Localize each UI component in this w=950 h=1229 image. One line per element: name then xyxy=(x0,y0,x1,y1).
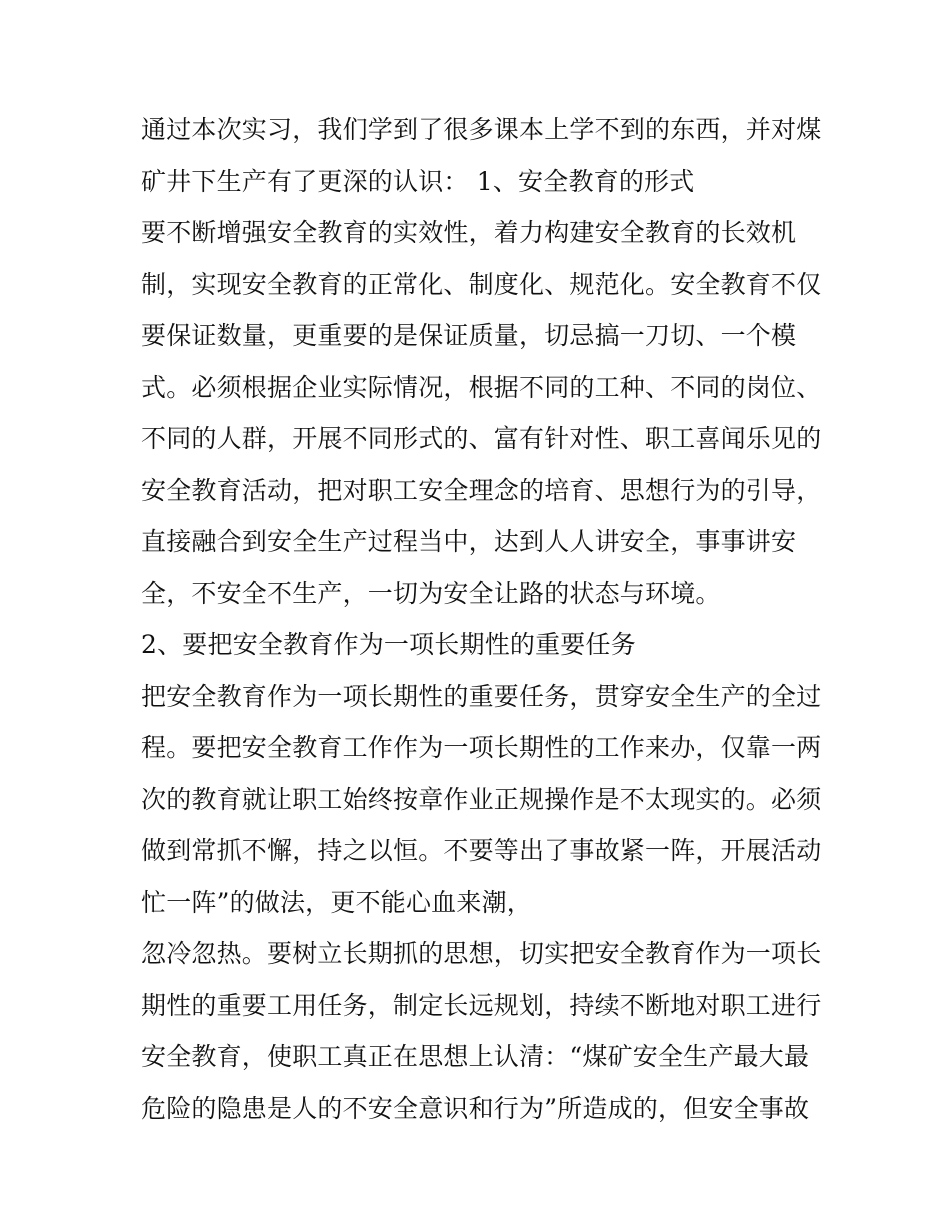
text-line: 危险的隐患是人的不安全意识和行为”所造成的，但安全事故 xyxy=(141,1093,810,1123)
text-line: 矿井下生产有了更深的认识： 1、安全教育的形式 xyxy=(141,166,695,196)
text-line: 安全教育，使职工真正在思想上认清：“煤矿安全生产最大最 xyxy=(141,1042,810,1071)
section-heading: 2、要把安全教育作为一项长期性的重要任务 xyxy=(141,630,636,659)
text-line: 全，不安全不生产，一切为安全让路的状态与环境。 xyxy=(141,578,721,608)
text-line: 期性的重要工用任务，制定长远规划，持续不断地对职工进行 xyxy=(141,990,822,1020)
text-line: 安全教育活动，把对职工安全理念的培育、思想行为的引导， xyxy=(141,475,822,505)
text-line: 把安全教育作为一项长期性的重要任务，贯穿安全生产的全过 xyxy=(141,681,822,711)
text-line: 要保证数量，更重要的是保证质量，切忌搞一刀切、一个模 xyxy=(141,321,797,350)
text-line: 程。要把安全教育工作作为一项长期性的工作来办，仅靠一两 xyxy=(141,733,822,762)
document-body xyxy=(141,104,831,1134)
text-line: 要不断增强安全教育的实效性，着力构建安全教育的长效机 xyxy=(141,218,797,247)
text-line: 次的教育就让职工始终按章作业正规操作是不太现实的。必须 xyxy=(141,784,822,814)
text-line: 忽冷忽热。要树立长期抓的思想，切实把安全教育作为一项长 xyxy=(141,939,822,968)
text-line: 直接融合到安全生产过程当中，达到人人讲安全，事事讲安 xyxy=(141,527,797,556)
text-line: 制，实现安全教育的正常化、制度化、规范化。安全教育不仅 xyxy=(141,269,822,299)
text-line: 做到常抓不懈，持之以恒。不要等出了事故紧一阵，开展活动 xyxy=(141,836,822,865)
text-line: 式。必须根据企业实际情况，根据不同的工种、不同的岗位、 xyxy=(141,372,822,402)
text-line: 不同的人群，开展不同形式的、富有针对性、职工喜闻乐见的 xyxy=(141,424,822,453)
text-line: 通过本次实习，我们学到了很多课本上学不到的东西，并对煤 xyxy=(141,115,822,144)
text-line: 忙一阵”的做法，更不能心血来潮， xyxy=(141,887,532,917)
